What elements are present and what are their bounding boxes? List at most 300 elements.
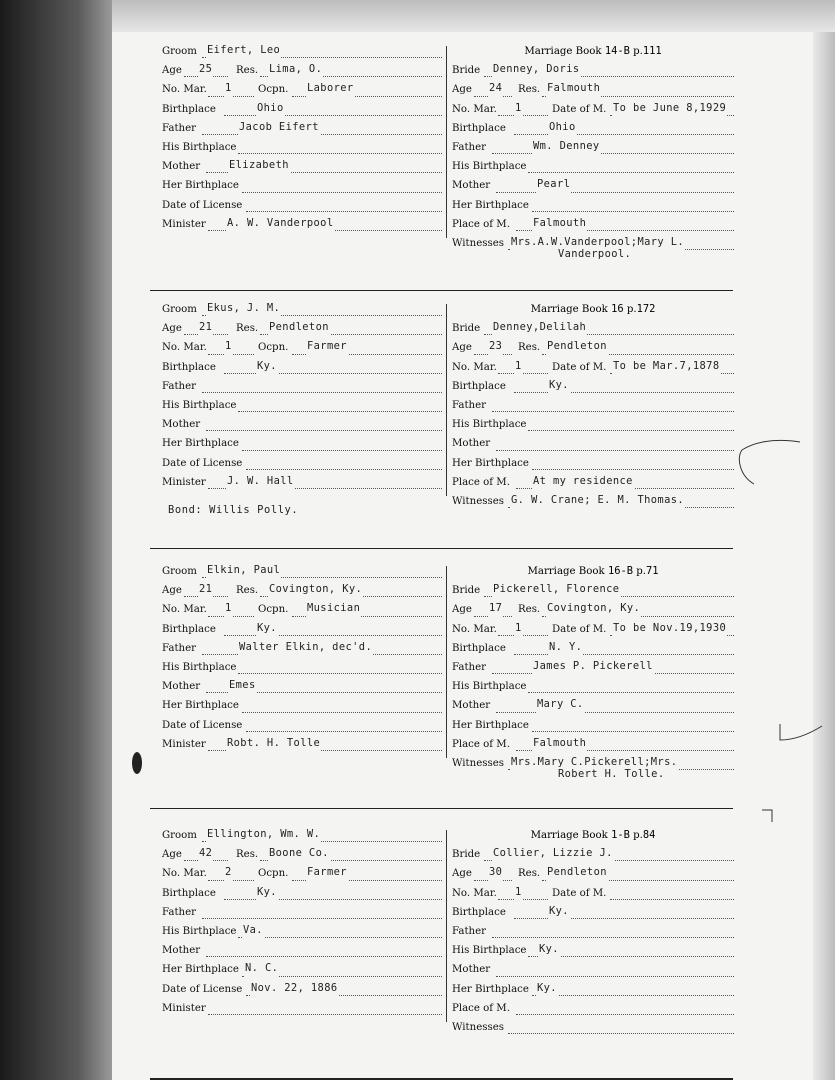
bride-mother-row	[452, 434, 734, 453]
bride-father: Wm. Denney	[532, 137, 601, 156]
bride-residence: Pendleton	[546, 863, 608, 882]
field-label: Bride	[452, 65, 481, 77]
date-of-marriage: To be Mar.7,1878	[612, 357, 721, 376]
dotted-line	[498, 899, 548, 900]
bride-mother-row	[452, 960, 734, 979]
bride-his-birthplace-row	[452, 157, 734, 176]
groom-birthplace: Ky.	[256, 883, 278, 902]
bride-birthplace: Ky.	[548, 376, 570, 395]
place-of-marriage: At my residence	[532, 472, 634, 491]
field-label: Mother	[162, 681, 201, 693]
bride-her-birthplace-row	[452, 454, 734, 473]
dotted-line	[238, 153, 442, 154]
her-birthplace-row	[158, 176, 442, 195]
field-label: His Birthplace	[452, 419, 527, 431]
father-row	[158, 903, 442, 922]
dotted-line	[492, 153, 734, 154]
field-label: Bride	[452, 849, 481, 861]
card-divider	[150, 808, 733, 809]
dotted-line	[498, 635, 548, 636]
record-note: Bond: Willis Polly.	[168, 504, 299, 516]
marriage-record-card	[150, 42, 740, 260]
minister-name: J. W. Hall	[226, 472, 295, 491]
field-label: No. Mar.	[162, 342, 207, 354]
minister-row	[158, 473, 442, 492]
field-label: Date of M.	[552, 103, 607, 115]
groom-age: 21	[198, 318, 213, 337]
field-label: Age	[452, 868, 472, 880]
date-of-license-row	[158, 454, 442, 473]
mother-row	[158, 677, 442, 696]
marriage-record-card	[150, 300, 740, 516]
groom-birthplace: Ohio	[256, 99, 285, 118]
bride-birthplace: Ohio	[548, 118, 577, 137]
field-label: Age	[452, 84, 472, 96]
place-of-m-row	[452, 215, 734, 234]
bride-mother: Mary C.	[536, 695, 585, 714]
her-birthplace-row	[158, 960, 442, 979]
field-label: His Birthplace	[452, 681, 527, 693]
field-label: Age	[162, 65, 182, 77]
field-label: Mother	[162, 419, 201, 431]
bride-mother-row	[452, 696, 734, 715]
field-label: Date of License	[162, 199, 243, 211]
marriage-book-number: 1-B	[611, 829, 630, 841]
field-label: His Birthplace	[452, 161, 527, 173]
card-divider	[150, 548, 733, 549]
groom-occupation: Farmer	[306, 863, 348, 882]
bride-birthplace: Ky.	[548, 902, 570, 921]
dotted-line	[498, 115, 548, 116]
field-label: Mother	[162, 945, 201, 957]
dotted-line	[238, 673, 442, 674]
groom-no-mar: 1	[224, 599, 233, 618]
bride-column	[452, 300, 734, 511]
dotted-line	[202, 918, 442, 919]
field-label: Her Birthplace	[452, 199, 529, 211]
field-label: Birthplace	[162, 361, 216, 373]
field-label: Her Birthplace	[452, 983, 529, 995]
field-label: No. Mar.	[162, 604, 207, 616]
field-label: Father	[162, 642, 197, 654]
field-label: Father	[452, 925, 487, 937]
field-label: Birthplace	[452, 642, 506, 654]
card-divider	[150, 290, 733, 291]
field-label: Mother	[452, 964, 491, 976]
mother-row	[158, 415, 442, 434]
bride-his-birthplace-row	[452, 677, 734, 696]
column-divider	[446, 566, 447, 758]
marriage-book-label: Marriage Book	[530, 304, 608, 315]
page-label: p.	[633, 46, 643, 57]
dotted-line	[492, 411, 734, 412]
field-label: No. Mar.	[452, 623, 497, 635]
field-label: Date of M.	[552, 887, 607, 899]
field-label: Her Birthplace	[452, 719, 529, 731]
dotted-line	[202, 392, 442, 393]
his-birthplace-row	[158, 922, 442, 941]
groom-age: 21	[198, 580, 213, 599]
groom-age: 42	[198, 844, 213, 863]
his-birthplace-row	[158, 396, 442, 415]
field-label: Res.	[236, 65, 259, 77]
groom-name: Ekus, J. M.	[206, 299, 281, 318]
dotted-line	[532, 995, 734, 996]
bride-father-row	[452, 396, 734, 415]
film-left-border	[0, 0, 112, 1080]
groom-row	[158, 562, 442, 581]
groom-age: 25	[198, 60, 213, 79]
field-label: Date of M.	[552, 623, 607, 635]
field-label: Birthplace	[162, 623, 216, 635]
field-label: Res.	[518, 342, 541, 354]
field-label: Res.	[236, 849, 259, 861]
column-divider	[446, 830, 447, 1022]
groom-residence: Covington, Ky.	[268, 580, 363, 599]
field-label: Father	[162, 380, 197, 392]
bride-his-birthplace-row	[452, 941, 734, 960]
field-label: Age	[452, 342, 472, 354]
bride-mother: Pearl	[536, 175, 571, 194]
her-birthplace-row	[158, 696, 442, 715]
bride-age: 17	[488, 599, 503, 618]
date-of-license-row	[158, 980, 442, 999]
bride-age: 30	[488, 863, 503, 882]
groom-name: Elkin, Paul	[206, 561, 281, 580]
field-label: Minister	[162, 738, 206, 750]
field-label: Groom	[162, 46, 197, 57]
age-res-row	[158, 61, 442, 80]
bride-no-mar-row	[452, 358, 734, 377]
marriage-book-number: 16-B	[607, 565, 634, 577]
field-label: Bride	[452, 323, 481, 335]
field-label: No. Mar.	[452, 103, 497, 115]
marriage-book-page: 111	[642, 45, 662, 57]
bride-name: Denney,Delilah	[492, 318, 587, 337]
field-value-continued: Robert H. Tolle.	[558, 767, 665, 780]
birthplace-row	[158, 100, 442, 119]
field-value-continued: Vanderpool.	[558, 247, 632, 260]
place-of-m-row	[452, 735, 734, 754]
groom-no-mar: 1	[224, 79, 233, 98]
field-label: Res.	[236, 323, 259, 335]
field-label: His Birthplace	[162, 399, 237, 411]
field-label: Her Birthplace	[162, 438, 239, 450]
marriage-record-card	[150, 562, 740, 780]
field-label: His Birthplace	[162, 661, 237, 673]
age-res-row	[158, 319, 442, 338]
marriage-book-page: 172	[636, 303, 656, 315]
bride-his-birthplace-row	[452, 415, 734, 434]
bride-age-res-row	[452, 600, 734, 619]
film-top-border	[112, 0, 835, 32]
witnesses: Mrs.Mary C.Pickerell;Mrs.	[510, 753, 678, 772]
marriage-book-header	[452, 562, 734, 581]
field-label: Groom	[162, 830, 197, 841]
groom-column	[158, 42, 442, 234]
no-mar-ocpn-row	[158, 338, 442, 357]
field-label: Ocpn.	[258, 84, 289, 96]
bride-mother-row	[452, 176, 734, 195]
mother-row	[158, 941, 442, 960]
bride-age-res-row	[452, 80, 734, 99]
field-label: Res.	[518, 604, 541, 616]
dotted-line	[516, 1014, 734, 1015]
field-label: Birthplace	[162, 103, 216, 115]
no-mar-ocpn-row	[158, 80, 442, 99]
dotted-line	[610, 899, 734, 900]
field-label: Father	[452, 141, 487, 153]
dotted-line	[528, 692, 734, 693]
father-row	[158, 639, 442, 658]
dotted-line	[246, 731, 442, 732]
marriage-book-header	[452, 42, 734, 61]
date-of-marriage: To be June 8,1929	[612, 99, 727, 118]
field-label: Res.	[236, 585, 259, 597]
margin-bracket-mark	[776, 722, 826, 752]
field-label: Age	[452, 604, 472, 616]
dotted-line	[238, 411, 442, 412]
bride-age: 23	[488, 337, 503, 356]
groom-birthplace: Ky.	[256, 357, 278, 376]
bride-row	[452, 581, 734, 600]
witnesses: G. W. Crane; E. M. Thomas.	[510, 491, 685, 510]
bride-row	[452, 845, 734, 864]
bride-residence: Pendleton	[546, 337, 608, 356]
groom-father: Walter Elkin, dec'd.	[238, 638, 373, 657]
groom-row	[158, 42, 442, 61]
ink-blot	[132, 752, 142, 774]
groom-column	[158, 826, 442, 1018]
age-res-row	[158, 581, 442, 600]
date-of-license-row	[158, 716, 442, 735]
marriage-book-header	[452, 826, 734, 845]
page-label: p.	[633, 830, 643, 841]
field-label: Birthplace	[452, 380, 506, 392]
minister-row	[158, 999, 442, 1018]
field-label: Age	[162, 585, 182, 597]
field-label: Place of M.	[452, 218, 510, 230]
witnesses-row	[452, 1018, 734, 1037]
bride-name: Pickerell, Florence	[492, 580, 620, 599]
marriage-book-number: 16	[611, 303, 624, 315]
field-label: Her Birthplace	[452, 457, 529, 469]
groom-no-mar: 1	[224, 337, 233, 356]
dotted-line	[246, 211, 442, 212]
field-label: Groom	[162, 304, 197, 315]
dotted-line	[514, 134, 734, 135]
place-of-m-row	[452, 999, 734, 1018]
margin-tick-mark	[760, 806, 780, 826]
bride-no-mar-row	[452, 100, 734, 119]
field-label: His Birthplace	[452, 945, 527, 957]
groom-residence: Boone Co.	[268, 844, 330, 863]
date-of-license-row	[158, 196, 442, 215]
field-label: Date of M.	[552, 361, 607, 373]
field-label: Ocpn.	[258, 342, 289, 354]
his-birthplace-row	[158, 658, 442, 677]
dotted-line	[496, 192, 734, 193]
field-label: Minister	[162, 1002, 206, 1014]
page-label: p.	[636, 566, 647, 577]
minister-row	[158, 735, 442, 754]
dotted-line	[496, 976, 734, 977]
field-label: No. Mar.	[162, 868, 207, 880]
column-divider	[446, 46, 447, 238]
margin-bracket-mark	[734, 436, 804, 496]
field-label: Witnesses	[452, 237, 504, 249]
groom-father: Jacob Eifert	[238, 118, 320, 137]
groom-row	[158, 300, 442, 319]
dotted-line	[508, 1033, 734, 1034]
no-mar-ocpn-row	[158, 600, 442, 619]
field-label: Father	[162, 122, 197, 134]
dotted-line	[246, 469, 442, 470]
field-label: Ocpn.	[258, 868, 289, 880]
bride-her-birthplace-row	[452, 196, 734, 215]
field-label: Ocpn.	[258, 604, 289, 616]
dotted-line	[528, 172, 734, 173]
father-row	[158, 119, 442, 138]
bride-her-birthplace-row	[452, 980, 734, 999]
field-label: No. Mar.	[452, 361, 497, 373]
father-row	[158, 377, 442, 396]
field-label: Father	[162, 906, 197, 918]
field-label: Date of License	[162, 719, 243, 731]
field-label: Mother	[162, 161, 201, 173]
dotted-line	[206, 430, 442, 431]
witnesses: Mrs.A.W.Vanderpool;Mary L.	[510, 233, 685, 252]
groom-no-mar: 2	[224, 863, 233, 882]
minister-name: Robt. H. Tolle	[226, 734, 321, 753]
bride-father-row	[452, 922, 734, 941]
groom-column	[158, 300, 442, 492]
bride-row	[452, 319, 734, 338]
column-divider	[446, 304, 447, 496]
her-birthplace-row	[158, 434, 442, 453]
marriage-book-label: Marriage Book	[530, 830, 608, 841]
bride-no-mar: 1	[514, 357, 523, 376]
field-label: His Birthplace	[162, 141, 237, 153]
marriage-book-page: 84	[642, 829, 656, 841]
marriage-book-label: Marriage Book	[524, 46, 602, 57]
field-label: Birthplace	[162, 887, 216, 899]
groom-name: Ellington, Wm. W.	[206, 825, 321, 844]
field-label: Birthplace	[452, 122, 506, 134]
groom-her-birthplace: N. C.	[244, 959, 279, 978]
field-label: Place of M.	[452, 738, 510, 750]
marriage-book-header	[452, 300, 734, 319]
groom-residence: Pendleton	[268, 318, 330, 337]
bride-row	[452, 61, 734, 80]
field-label: No. Mar.	[162, 84, 207, 96]
bride-birthplace-row	[452, 903, 734, 922]
groom-occupation: Musician	[306, 599, 361, 618]
age-res-row	[158, 845, 442, 864]
bride-father-row	[452, 658, 734, 677]
dotted-line	[528, 430, 734, 431]
field-label: Minister	[162, 476, 206, 488]
dotted-line	[242, 192, 442, 193]
bride-no-mar: 1	[514, 619, 523, 638]
bride-name: Collier, Lizzie J.	[492, 844, 614, 863]
bride-column	[452, 42, 734, 260]
field-label: Place of M.	[452, 1002, 510, 1014]
film-right-border	[813, 32, 835, 1080]
field-label: Witnesses	[452, 757, 504, 769]
bride-no-mar-row	[452, 620, 734, 639]
dotted-line	[492, 937, 734, 938]
bride-her-birthplace-row	[452, 716, 734, 735]
field-label: Birthplace	[452, 906, 506, 918]
bride-birthplace-row	[452, 377, 734, 396]
mother-row	[158, 157, 442, 176]
groom-column	[158, 562, 442, 754]
place-of-marriage: Falmouth	[532, 214, 587, 233]
bride-age: 24	[488, 79, 503, 98]
place-of-m-row	[452, 473, 734, 492]
field-label: Father	[452, 661, 487, 673]
groom-residence: Lima, O.	[268, 60, 323, 79]
birthplace-row	[158, 884, 442, 903]
bride-father: James P. Pickerell	[532, 657, 654, 676]
no-mar-ocpn-row	[158, 864, 442, 883]
witnesses-row	[452, 492, 734, 511]
witnesses-row	[452, 234, 734, 260]
dotted-line	[242, 450, 442, 451]
marriage-record-card	[150, 826, 740, 1033]
bride-column	[452, 826, 734, 1037]
bride-his-birthplace: Ky.	[538, 940, 560, 959]
bride-birthplace-row	[452, 639, 734, 658]
place-of-marriage: Falmouth	[532, 734, 587, 753]
dotted-line	[514, 918, 734, 919]
groom-name: Eifert, Leo	[206, 41, 281, 60]
bride-no-mar: 1	[514, 99, 523, 118]
dotted-line	[208, 1014, 442, 1015]
marriage-book-number: 14-B	[604, 45, 630, 57]
dotted-line	[206, 956, 442, 957]
date-of-license: Nov. 22, 1886	[250, 979, 339, 998]
field-label: Her Birthplace	[162, 700, 239, 712]
field-label: Date of License	[162, 457, 243, 469]
bride-column	[452, 562, 734, 780]
field-label: Witnesses	[452, 1021, 504, 1033]
field-label: Her Birthplace	[162, 180, 239, 192]
bride-no-mar-row	[452, 884, 734, 903]
field-label: Age	[162, 849, 182, 861]
minister-row	[158, 215, 442, 234]
field-label: Mother	[452, 700, 491, 712]
field-label: Place of M.	[452, 476, 510, 488]
bride-birthplace: N. Y.	[548, 638, 583, 657]
field-label: Res.	[518, 84, 541, 96]
bride-residence: Covington, Ky.	[546, 599, 641, 618]
field-label: Groom	[162, 566, 197, 577]
groom-row	[158, 826, 442, 845]
field-label: No. Mar.	[452, 887, 497, 899]
groom-mother: Emes	[228, 676, 257, 695]
marriage-book-label: Marriage Book	[527, 566, 605, 577]
birthplace-row	[158, 358, 442, 377]
bride-no-mar: 1	[514, 883, 523, 902]
minister-name: A. W. Vanderpool	[226, 214, 335, 233]
field-label: Bride	[452, 585, 481, 597]
date-of-marriage: To be Nov.19,1930	[612, 619, 727, 638]
field-label: Witnesses	[452, 495, 504, 507]
groom-his-birthplace: Va.	[242, 921, 264, 940]
dotted-line	[532, 469, 734, 470]
